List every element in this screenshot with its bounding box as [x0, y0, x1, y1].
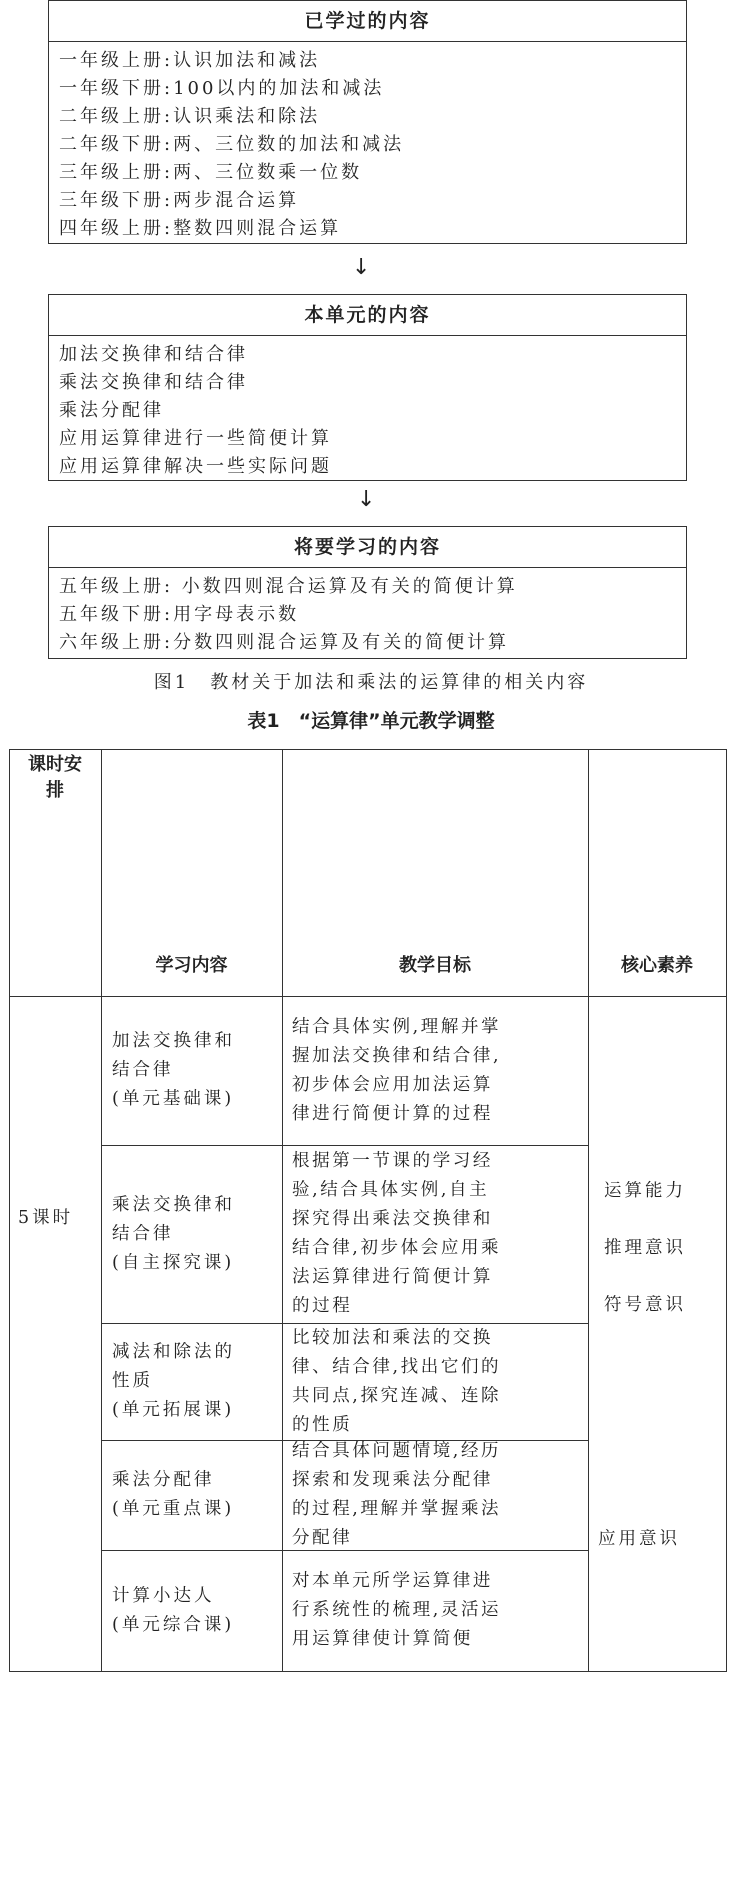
goal-line: 用运算律使计算简便 — [292, 1629, 473, 1649]
learned-item: 一年级上册:认识加法和减法 — [59, 50, 321, 71]
schedule-cell: 5课时 — [18, 1208, 74, 1228]
header-2: 教学目标 — [399, 955, 471, 976]
goal-line: 行系统性的梳理,灵活运 — [292, 1600, 502, 1620]
content-cell — [112, 1027, 282, 1114]
goal-line: 验,结合具体实例,自主 — [292, 1180, 490, 1200]
goal-line: 结合具体问题情境,经历 — [292, 1441, 502, 1461]
down-arrow-icon: ↓ — [352, 255, 371, 280]
goal-line: 结合具体实例,理解并掌 — [292, 1016, 502, 1037]
goal-cell — [292, 1324, 588, 1440]
content-line: (单元拓展课) — [112, 1400, 235, 1420]
table-hline — [9, 996, 727, 997]
table-hline — [101, 1145, 588, 1146]
table-vline — [101, 749, 102, 1671]
core-literacy: 应用意识 — [598, 1529, 680, 1549]
content-line: (单元综合课) — [112, 1614, 235, 1635]
learned-item: 二年级上册:认识乘法和除法 — [59, 106, 321, 127]
future-item: 五年级下册:用字母表示数 — [59, 604, 300, 625]
learned-title: 已学过的内容 — [49, 1, 686, 42]
goal-cell — [292, 1437, 588, 1553]
learned-box — [48, 0, 687, 244]
content-line: 计算小达人 — [112, 1585, 215, 1606]
learned-item: 四年级上册:整数四则混合运算 — [59, 218, 342, 239]
goal-cell — [292, 1567, 588, 1654]
content-line: (单元重点课) — [112, 1499, 235, 1519]
goal-line: 根据第一节课的学习经 — [292, 1151, 493, 1171]
goal-line: 握加法交换律和结合律, — [292, 1045, 502, 1066]
learned-item: 三年级上册:两、三位数乘一位数 — [59, 162, 363, 183]
learned-item: 一年级下册:100以内的加法和减法 — [59, 78, 385, 99]
header-schedule: 课时安排 — [28, 754, 82, 801]
core-literacy: 运算能力 — [604, 1181, 686, 1201]
current-item: 应用运算律进行一些简便计算 — [59, 428, 332, 449]
current-item: 乘法分配律 — [59, 400, 164, 421]
table-vline — [9, 749, 10, 1671]
goal-cell — [292, 1147, 588, 1321]
future-title: 将要学习的内容 — [49, 527, 686, 568]
learned-item: 三年级下册:两步混合运算 — [59, 190, 300, 211]
future-box — [48, 526, 687, 659]
content-line: 减法和除法的 — [112, 1342, 235, 1362]
content-line: 加法交换律和 — [112, 1031, 235, 1051]
goal-line: 探究得出乘法交换律和 — [292, 1209, 493, 1229]
header-1: 学习内容 — [155, 955, 228, 976]
content-line: (自主探究课) — [112, 1252, 235, 1273]
goal-line: 初步体会应用加法运算 — [292, 1074, 493, 1095]
goal-line: 结合律,初步体会应用乘 — [292, 1238, 502, 1258]
current-box — [48, 294, 687, 481]
core-literacy: 推理意识 — [604, 1238, 686, 1258]
goal-cell — [292, 1013, 588, 1129]
content-line: 乘法交换律和 — [112, 1194, 235, 1215]
content-line: 性质 — [112, 1371, 153, 1391]
content-cell — [112, 1338, 282, 1425]
goal-line: 对本单元所学运算律进 — [292, 1571, 493, 1591]
table-vline — [588, 749, 589, 1671]
content-cell — [112, 1466, 282, 1524]
goal-line: 探索和发现乘法分配律 — [292, 1470, 493, 1490]
goal-line: 律进行简便计算的过程 — [292, 1103, 493, 1124]
table-title: 表1 “运算律”单元教学调整 — [247, 710, 495, 732]
goal-line: 的性质 — [292, 1414, 353, 1435]
goal-line: 分配律 — [292, 1528, 353, 1548]
current-title: 本单元的内容 — [49, 295, 686, 336]
current-item: 加法交换律和结合律 — [59, 344, 248, 365]
figure-caption: 图1 教材关于加法和乘法的运算律的相关内容 — [153, 672, 589, 693]
future-item: 五年级上册: 小数四则混合运算及有关的简便计算 — [59, 576, 518, 597]
core-literacy: 符号意识 — [604, 1295, 686, 1315]
goal-line: 法运算律进行简便计算 — [292, 1267, 493, 1287]
header-3: 核心素养 — [621, 955, 693, 976]
goal-line: 律、结合律,找出它们的 — [292, 1356, 502, 1377]
content-cell — [112, 1191, 282, 1278]
current-item: 应用运算律解决一些实际问题 — [59, 456, 332, 477]
future-item: 六年级上册:分数四则混合运算及有关的简便计算 — [59, 632, 510, 653]
goal-line: 比较加法和乘法的交换 — [292, 1327, 493, 1348]
content-line: 乘法分配律 — [112, 1470, 215, 1490]
down-arrow-icon: ↓ — [357, 487, 376, 512]
goal-line: 的过程,理解并掌握乘法 — [292, 1499, 502, 1519]
table-hline — [9, 1671, 727, 1672]
content-cell — [112, 1582, 282, 1640]
table-vline — [726, 749, 727, 1671]
goal-line: 的过程 — [292, 1296, 353, 1316]
goal-line: 共同点,探究连减、连除 — [292, 1385, 502, 1406]
learned-item: 二年级下册:两、三位数的加法和减法 — [59, 134, 405, 155]
content-line: (单元基础课) — [112, 1089, 235, 1109]
content-line: 结合律 — [112, 1060, 174, 1080]
content-line: 结合律 — [112, 1223, 174, 1244]
table-hline — [9, 749, 727, 750]
table-vline — [282, 749, 283, 1671]
current-item: 乘法交换律和结合律 — [59, 372, 248, 393]
